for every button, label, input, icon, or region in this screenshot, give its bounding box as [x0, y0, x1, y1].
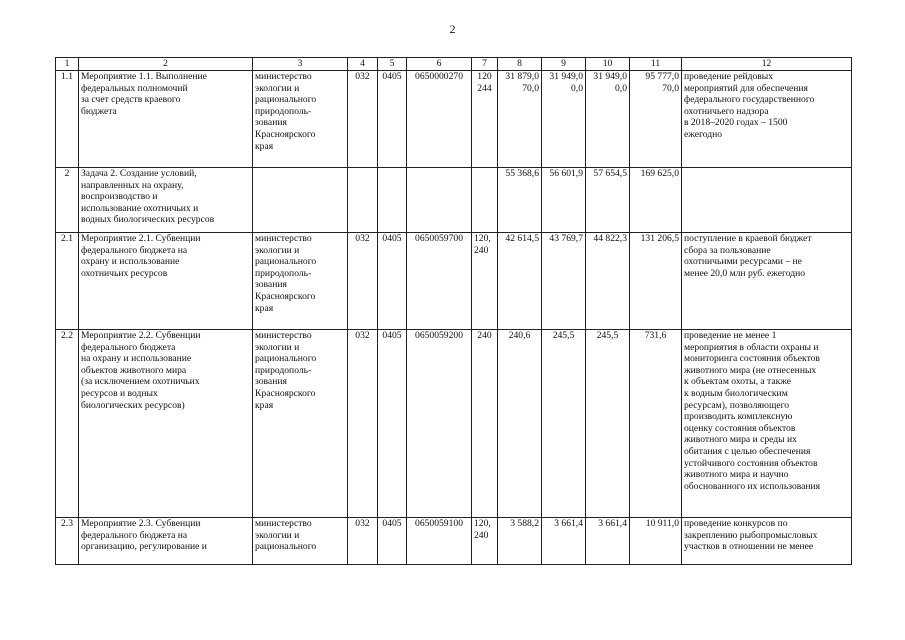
amount-2018-line-2: 70,0 [522, 82, 539, 94]
grbs-code [348, 168, 378, 233]
page-number: 2 [449, 22, 456, 36]
vr-code-line-1: 120 [477, 71, 492, 82]
amount-total-line-1: 95 777,0 [645, 71, 679, 82]
csr-code: 0650059200 [407, 330, 472, 518]
col-header-12: 12 [682, 58, 852, 71]
amount-2018: 42 614,5 [498, 233, 542, 330]
amount-total: 731,6 [630, 330, 682, 518]
responsible-agency: министерство экологии и рационального природополь- зования Красноярского края [253, 71, 348, 168]
activity-name: Мероприятие 1.1. Выполнение федеральных полномочий за счет средств краевого бюджета [79, 71, 253, 168]
col-header-7: 7 [472, 58, 498, 71]
amount-2018: 240,6 [498, 330, 542, 518]
amount-total [630, 71, 682, 168]
responsible-agency [253, 168, 348, 233]
amount-2019 [542, 71, 586, 168]
amount-2019: 3 661,4 [542, 518, 586, 565]
col-header-6: 6 [407, 58, 472, 71]
rzpr-code: 0405 [378, 71, 407, 168]
col-header-3: 3 [253, 58, 348, 71]
expected-result: проведение конкурсов по закреплению рыбопромысловых участков в отношении не менее [682, 518, 852, 565]
row-number: 2.2 [56, 330, 79, 518]
amount-2018: 55 368,6 [498, 168, 542, 233]
vr-code-line-2: 244 [477, 82, 492, 94]
row-number: 2.3 [56, 518, 79, 565]
grbs-code: 032 [348, 518, 378, 565]
amount-2019: 245,5 [542, 330, 586, 518]
amount-2018 [498, 71, 542, 168]
expected-result [682, 168, 852, 233]
amount-2020: 3 661,4 [586, 518, 630, 565]
program-activities-table [55, 57, 852, 565]
vr-code [472, 71, 498, 168]
grbs-code: 032 [348, 233, 378, 330]
vr-code: 120, 240 [472, 233, 498, 330]
expected-result: проведение рейдовых мероприятий для обеспечения федерального государственного охотничьего надзора в 2018–2020 годах – 1500 ежегодно [682, 71, 852, 168]
amount-2019: 56 601,9 [542, 168, 586, 233]
col-header-8: 8 [498, 58, 542, 71]
col-header-4: 4 [348, 58, 378, 71]
activity-name: Мероприятие 2.1. Субвенции федерального бюджета на охрану и использование охотничьих ресурсов [79, 233, 253, 330]
csr-code [407, 168, 472, 233]
task-name: Задача 2. Создание условий, направленных на охрану, воспроизводство и использование охотничьих и водных биологических ресурсов [79, 168, 253, 233]
table-row [56, 518, 852, 565]
expected-result: проведение не менее 1 мероприятия в области охраны и мониторинга состояния объектов животного мира (не отнесенных к объектам охоты, а также к водным биологическим ресурсам), позволяющего производить комплексную оценку состояния объектов животного мира и среды их обитания с целью обеспечения устойчивого состояния объектов животного мира и научно обоснованного их использования [682, 330, 852, 518]
amount-2019: 43 769,7 [542, 233, 586, 330]
grbs-code: 032 [348, 330, 378, 518]
grbs-code: 032 [348, 71, 378, 168]
row-number: 2.1 [56, 233, 79, 330]
amount-total: 10 911,0 [630, 518, 682, 565]
amount-2020-line-1: 31 949,0 [593, 71, 627, 82]
col-header-10: 10 [586, 58, 630, 71]
column-number-row [56, 58, 852, 71]
amount-total: 169 625,0 [630, 168, 682, 233]
col-header-1: 1 [56, 58, 79, 71]
row-number: 2 [56, 168, 79, 233]
amount-2020: 245,5 [586, 330, 630, 518]
expected-result: поступление в краевой бюджет сбора за пользование охотничьими ресурсами – не менее 20,0 млн руб. ежегодно [682, 233, 852, 330]
amount-2020 [586, 71, 630, 168]
responsible-agency: министерство экологии и рационального природополь- зования Красноярского края [253, 330, 348, 518]
activity-name: Мероприятие 2.3. Субвенции федерального бюджета на организацию, регулирование и [79, 518, 253, 565]
amount-total: 131 206,5 [630, 233, 682, 330]
rzpr-code: 0405 [378, 518, 407, 565]
table-row [56, 330, 852, 518]
amount-2020-line-2: 0,0 [615, 82, 627, 94]
responsible-agency: министерство экологии и рационального природополь- зования Красноярского края [253, 233, 348, 330]
col-header-5: 5 [378, 58, 407, 71]
rzpr-code [378, 168, 407, 233]
row-number: 1.1 [56, 71, 79, 168]
vr-code [472, 168, 498, 233]
col-header-9: 9 [542, 58, 586, 71]
vr-code: 240 [472, 330, 498, 518]
csr-code: 0650059700 [407, 233, 472, 330]
amount-2019-line-2: 0,0 [571, 82, 583, 94]
col-header-11: 11 [630, 58, 682, 71]
amount-2018: 3 588,2 [498, 518, 542, 565]
responsible-agency: министерство экологии и рационального [253, 518, 348, 565]
col-header-2: 2 [79, 58, 253, 71]
vr-code: 120, 240 [472, 518, 498, 565]
amount-2020: 57 654,5 [586, 168, 630, 233]
csr-code: 0650000270 [407, 71, 472, 168]
rzpr-code: 0405 [378, 330, 407, 518]
amount-total-line-2: 70,0 [662, 82, 679, 94]
table-row [56, 168, 852, 233]
table-row [56, 71, 852, 168]
amount-2018-line-1: 31 879,0 [505, 71, 539, 82]
amount-2020: 44 822,3 [586, 233, 630, 330]
activity-name: Мероприятие 2.2. Субвенции федерального бюджета на охрану и использование объектов животного мира (за исключением охотничьих ресурсов и водных биологических ресурсов) [79, 330, 253, 518]
amount-2019-line-1: 31 949,0 [549, 71, 583, 82]
rzpr-code: 0405 [378, 233, 407, 330]
table-row [56, 233, 852, 330]
csr-code: 0650059100 [407, 518, 472, 565]
